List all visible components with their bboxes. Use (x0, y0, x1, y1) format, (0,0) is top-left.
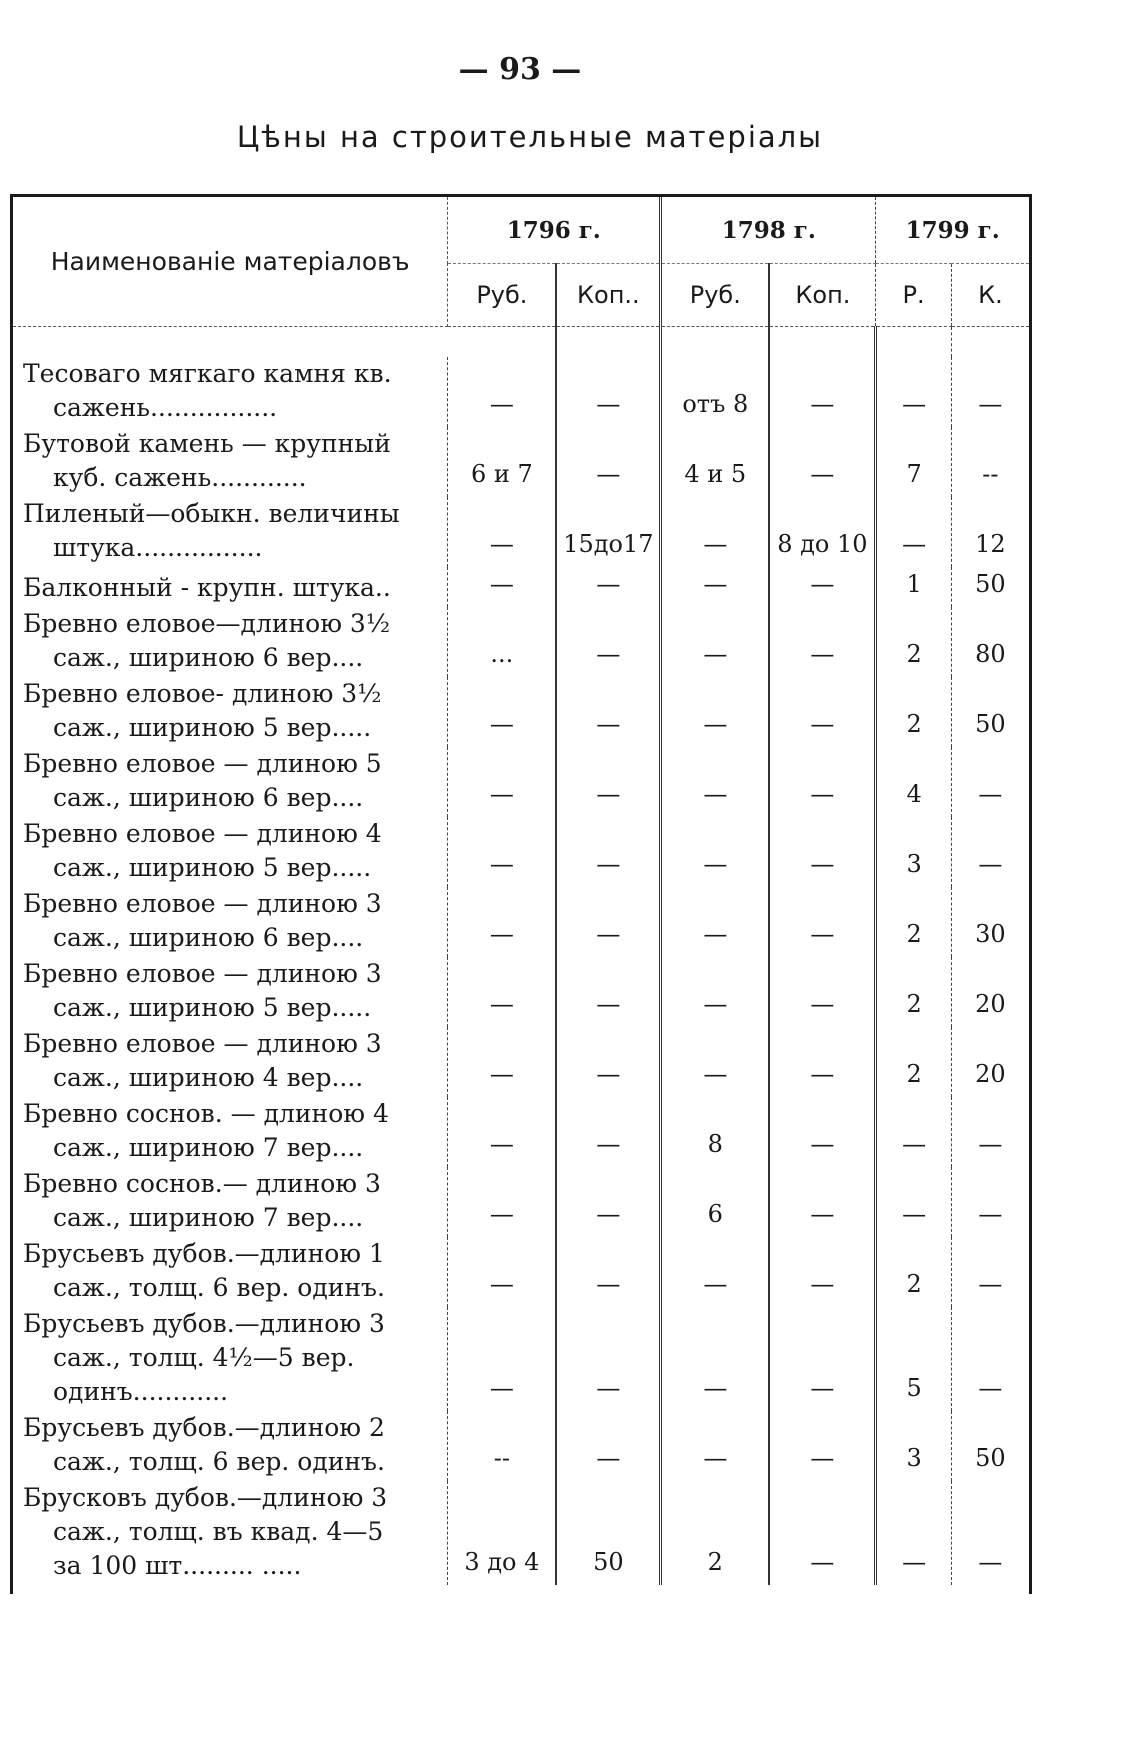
material-name-line: Бутовой камень — крупный (23, 429, 391, 458)
price-rub-1798: — (661, 957, 770, 1027)
material-name-line: Бревно еловое- длиною 3½ (23, 679, 382, 708)
table-row (13, 887, 1029, 957)
material-name-line: саж., шириною 6 вер.... (53, 923, 364, 952)
table-row (13, 747, 1029, 817)
price-kop-1799: 50 (951, 567, 1029, 607)
price-rub-1799: 3 (876, 817, 951, 887)
price-kop-1796: — (556, 747, 660, 817)
material-name-line: за 100 шт......... ..... (53, 1551, 302, 1580)
price-rub-1799: 2 (876, 1237, 951, 1307)
material-name (13, 497, 448, 567)
table-row (13, 427, 1029, 497)
price-rub-1799: 1 (876, 567, 951, 607)
material-name-line: саж., толщ. 4½—5 вер. (53, 1343, 355, 1372)
price-rub-1796: — (489, 780, 514, 808)
price-rub-1799: 2 (876, 677, 951, 747)
price-rub-1798: — (661, 1027, 770, 1097)
price-kop-1798: — (769, 427, 875, 497)
material-name-line: саж., толщ. въ квад. 4—5 (53, 1517, 384, 1546)
material-name-line: Бревно еловое — длиною 3 (23, 959, 382, 988)
table-row (13, 1481, 1029, 1585)
price-kop-1796: — (556, 887, 660, 957)
material-name (13, 957, 448, 1027)
price-kop-1796: — (556, 1307, 660, 1411)
price-kop-1798: — (769, 357, 875, 427)
material-name (13, 427, 448, 497)
table-row (13, 497, 1029, 567)
price-kop-1799: — (951, 747, 1029, 817)
price-kop-1796: — (556, 567, 660, 607)
price-kop-1799: — (951, 1237, 1029, 1307)
material-name-line: саж., шириною 5 вер..... (53, 713, 372, 742)
price-rub-1799: 7 (876, 427, 951, 497)
price-rub-1796: — (489, 1374, 514, 1402)
price-rub-1799: 2 (876, 957, 951, 1027)
price-rub-1799: 2 (876, 607, 951, 677)
price-kop-1798: — (769, 567, 875, 607)
price-kop-1796: — (556, 817, 660, 887)
price-kop-1799: 80 (951, 607, 1029, 677)
price-kop-1798: — (769, 747, 875, 817)
price-kop-1799: — (951, 1097, 1029, 1167)
price-rub-1798: — (661, 747, 770, 817)
price-kop-1798: — (769, 677, 875, 747)
price-kop-1798: — (769, 887, 875, 957)
price-kop-1799: -- (951, 427, 1029, 497)
material-name (13, 1237, 448, 1307)
price-kop-1799: 20 (951, 957, 1029, 1027)
material-name-line: Бревно еловое — длиною 4 (23, 819, 382, 848)
price-rub-1798: — (661, 607, 770, 677)
price-kop-1799: 50 (951, 1411, 1029, 1481)
header-year-1799: 1799 г. (876, 197, 1029, 264)
price-table (13, 197, 1029, 1585)
price-rub-1796: ... (490, 640, 514, 668)
price-rub-1798: отъ 8 (661, 357, 770, 427)
material-name-line: Брусковъ дубов.—длиною 3 (23, 1483, 388, 1512)
price-kop-1799: — (951, 817, 1029, 887)
price-kop-1798: — (769, 817, 875, 887)
price-rub-1796: — (489, 1130, 514, 1158)
price-kop-1796: — (556, 1237, 660, 1307)
price-rub-1796: — (489, 850, 514, 878)
price-kop-1798: — (769, 1097, 875, 1167)
price-rub-1798: 2 (661, 1481, 770, 1585)
table-row (13, 1237, 1029, 1307)
material-name (13, 887, 448, 957)
material-name-line: Бревно еловое — длиною 3 (23, 1029, 382, 1058)
price-kop-1798: — (769, 1481, 875, 1585)
material-name-line: Балконный - крупн. штука.. (23, 573, 391, 602)
price-kop-1796: — (556, 1167, 660, 1237)
price-rub-1798: 4 и 5 (661, 427, 770, 497)
material-name (13, 1027, 448, 1097)
price-kop-1799: 50 (951, 677, 1029, 747)
price-rub-1799: — (876, 357, 951, 427)
price-rub-1798: 6 (661, 1167, 770, 1237)
price-rub-1798: — (661, 817, 770, 887)
price-kop-1798: — (769, 1027, 875, 1097)
price-rub-1796: — (489, 710, 514, 738)
header-unit-rub-1798: Руб. (661, 264, 770, 327)
price-rub-1798: — (661, 1307, 770, 1411)
table-row (13, 1027, 1029, 1097)
price-kop-1799: — (951, 1307, 1029, 1411)
material-name-line: Брусьевъ дубов.—длиною 1 (23, 1239, 385, 1268)
table-row (13, 567, 1029, 607)
price-kop-1799: 20 (951, 1027, 1029, 1097)
table-row (13, 1307, 1029, 1411)
table-row (13, 817, 1029, 887)
price-rub-1796: — (489, 530, 514, 558)
price-rub-1798: 8 (661, 1097, 770, 1167)
material-name (13, 1307, 448, 1411)
material-name-line: саж., толщ. 6 вер. одинъ. (53, 1273, 385, 1302)
header-unit-rub-1796: Руб. (448, 264, 557, 327)
price-rub-1796: 6 и 7 (470, 460, 533, 488)
material-name-line: Бревно соснов.— длиною 3 (23, 1169, 381, 1198)
price-rub-1796: — (489, 390, 514, 418)
material-name-line: саж., толщ. 6 вер. одинъ. (53, 1447, 385, 1476)
price-rub-1799: 4 (876, 747, 951, 817)
table-row (13, 607, 1029, 677)
material-name-line: одинъ............ (53, 1377, 229, 1406)
table-row (13, 957, 1029, 1027)
price-rub-1798: — (661, 1237, 770, 1307)
material-name-line: Бревно еловое — длиною 5 (23, 749, 382, 778)
price-rub-1799: 2 (876, 1027, 951, 1097)
material-name (13, 747, 448, 817)
material-name-line: саж., шириною 5 вер..... (53, 993, 372, 1022)
material-name (13, 1411, 448, 1481)
price-kop-1796: 50 (556, 1481, 660, 1585)
price-kop-1796: — (556, 607, 660, 677)
page-title: Цѣны на строительные матеріалы (236, 120, 824, 154)
material-name-line: Бревно еловое—длиною 3½ (23, 609, 391, 638)
material-name-line: саж., шириною 6 вер.... (53, 643, 364, 672)
price-rub-1799: 5 (876, 1307, 951, 1411)
price-rub-1796: -- (493, 1444, 510, 1472)
price-kop-1798: — (769, 1167, 875, 1237)
header-unit-kop-1796: Коп.. (556, 264, 660, 327)
material-name-line: Пиленый—обыкн. величины (23, 499, 400, 528)
price-rub-1796: — (489, 570, 514, 598)
price-rub-1796: — (489, 1270, 514, 1298)
price-kop-1796: 15до17 (556, 497, 660, 567)
material-name-line: куб. сажень............ (53, 463, 307, 492)
price-kop-1796: — (556, 427, 660, 497)
price-kop-1796: — (556, 1097, 660, 1167)
header-year-1798: 1798 г. (661, 197, 876, 264)
material-name (13, 607, 448, 677)
table-row (13, 1097, 1029, 1167)
material-name-line: Бревно еловое — длиною 3 (23, 889, 382, 918)
price-kop-1799: 12 (951, 497, 1029, 567)
price-kop-1798: — (769, 607, 875, 677)
price-kop-1796: — (556, 357, 660, 427)
price-rub-1796: — (489, 1060, 514, 1088)
material-name-line: саж., шириною 7 вер.... (53, 1133, 364, 1162)
price-kop-1798: 8 до 10 (769, 497, 875, 567)
price-rub-1799: — (876, 1097, 951, 1167)
price-rub-1796: — (489, 990, 514, 1018)
table-row (13, 677, 1029, 747)
material-name-line: Брусьевъ дубов.—длиною 3 (23, 1309, 385, 1338)
price-kop-1796: — (556, 677, 660, 747)
price-kop-1796: — (556, 1027, 660, 1097)
material-name (13, 1481, 448, 1585)
price-kop-1799: — (951, 357, 1029, 427)
price-kop-1796: — (556, 957, 660, 1027)
header-unit-kop-1798: Коп. (769, 264, 875, 327)
price-rub-1798: — (661, 567, 770, 607)
price-rub-1799: 3 (876, 1411, 951, 1481)
table-row (13, 1167, 1029, 1237)
price-kop-1798: — (769, 1411, 875, 1481)
price-rub-1798: — (661, 1411, 770, 1481)
material-name-line: саж., шириною 4 вер.... (53, 1063, 364, 1092)
header-year-1796: 1796 г. (448, 197, 661, 264)
material-name-line: Бревно соснов. — длиною 4 (23, 1099, 389, 1128)
material-name-line: саж., шириною 7 вер.... (53, 1203, 364, 1232)
price-rub-1799: — (876, 1481, 951, 1585)
material-name (13, 357, 448, 427)
material-name-line: штука................ (53, 533, 263, 562)
price-kop-1799: 30 (951, 887, 1029, 957)
material-name (13, 567, 448, 607)
material-name-line: саж., шириною 6 вер.... (53, 783, 364, 812)
price-kop-1796: — (556, 1411, 660, 1481)
price-rub-1799: — (876, 497, 951, 567)
material-name (13, 1097, 448, 1167)
table-row (13, 1411, 1029, 1481)
price-rub-1799: — (876, 1167, 951, 1237)
header-material-name: Наименованіе матеріаловъ (13, 197, 448, 327)
material-name (13, 1167, 448, 1237)
price-kop-1799: — (951, 1167, 1029, 1237)
price-kop-1798: — (769, 957, 875, 1027)
price-rub-1798: — (661, 497, 770, 567)
material-name (13, 677, 448, 747)
header-unit-kop-1799: К. (951, 264, 1029, 327)
price-rub-1796: 3 до 4 (464, 1548, 540, 1576)
price-rub-1799: 2 (876, 887, 951, 957)
price-rub-1798: — (661, 887, 770, 957)
material-name-line: сажень................ (53, 393, 278, 422)
price-kop-1799: — (951, 1481, 1029, 1585)
price-kop-1798: — (769, 1307, 875, 1411)
material-name-line: саж., шириною 5 вер..... (53, 853, 372, 882)
price-kop-1798: — (769, 1237, 875, 1307)
price-rub-1796: — (489, 1200, 514, 1228)
material-name-line: Тесоваго мягкаго камня кв. (23, 359, 392, 388)
price-rub-1798: — (661, 677, 770, 747)
price-rub-1796: — (489, 920, 514, 948)
table-row (13, 357, 1029, 427)
header-unit-rub-1799: Р. (876, 264, 951, 327)
page-number: — 93 — (458, 52, 582, 87)
material-name-line: Брусьевъ дубов.—длиною 2 (23, 1413, 385, 1442)
material-name (13, 817, 448, 887)
